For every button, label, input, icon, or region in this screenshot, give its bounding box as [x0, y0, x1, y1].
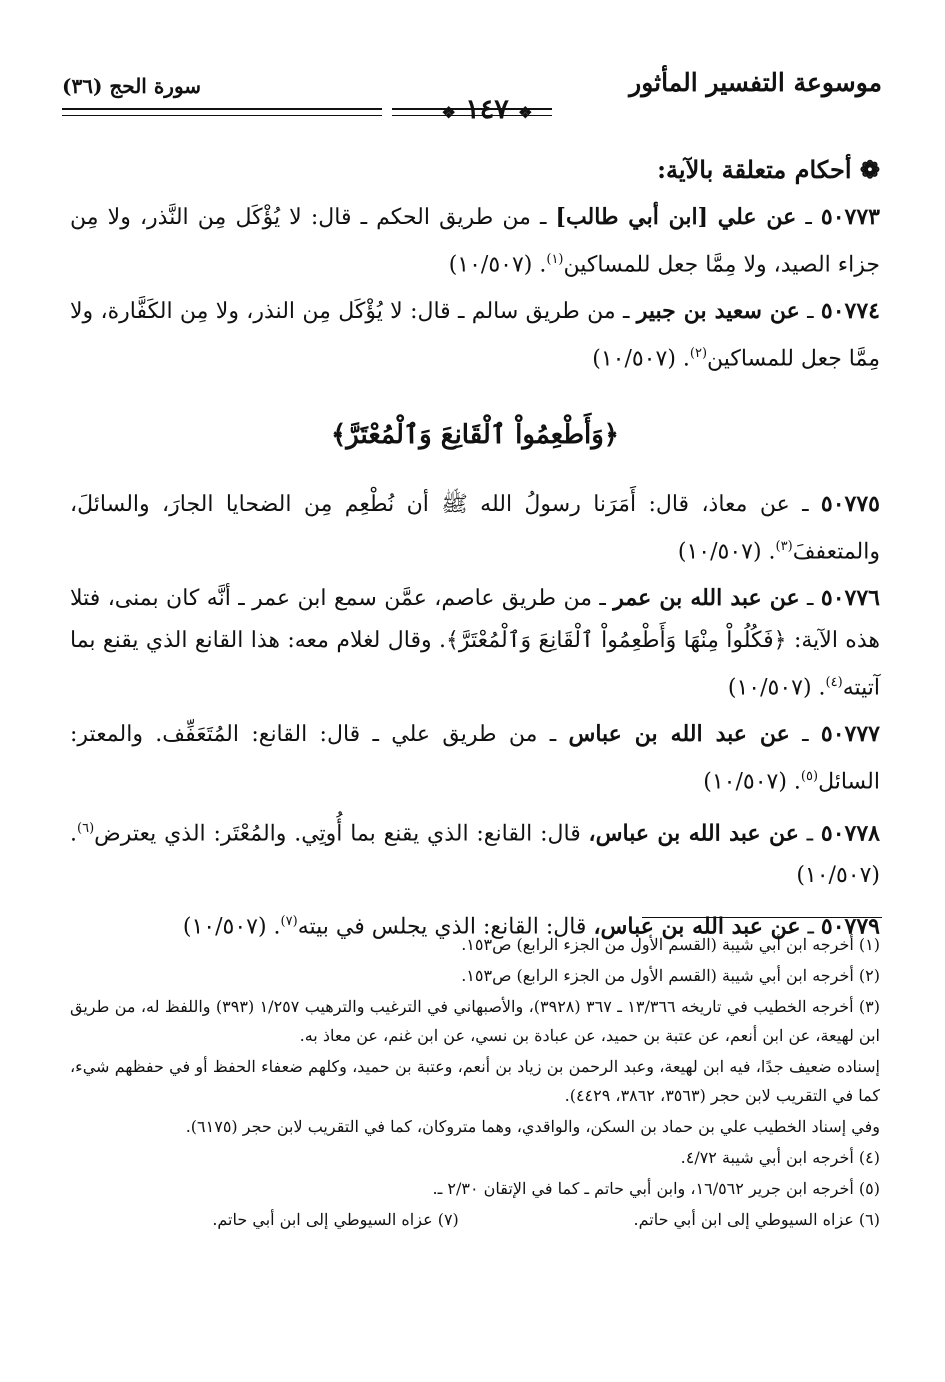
page-body: [70, 150, 880, 952]
ornament-icon: ❖: [518, 103, 533, 122]
footnote: (١) أخرجه ابن أبي شيبة (القسم الأول من الجزء الرابع) ص١٥٣.: [461, 935, 880, 954]
footnote: (٣) أخرجه الخطيب في تاريخه ١٣/٣٦٦ ـ ٣٦٧ (٣٩٢٨)، والأصبهاني في الترغيب والترهيب ١/٢٥٧ (٣٩٣) واللفظ له، من طريق ابن لهيعة، عن ابن أنعم، عن عتبة بن حميد، عن عبادة بن نسي، عن ابن غنم، عن معاذ به.: [70, 997, 881, 1045]
footnote: إسناده ضعيف جدًا، فيه ابن لهيعة، وعبد الرحمن بن زياد بن أنعم، وعتبة بن حميد، وكلهم ضعفاء الحفظ أو في حفظهم شيء، كما في التقريب لابن حجر (٣٥٦٣، ٣٨٦٢، ٤٤٢٩).: [70, 1057, 880, 1105]
narration-text: عن معاذ، قال: أَمَرَنا رسولُ الله ﷺ أن نُطْعِم مِن الضحايا الجارَ، والسائلَ، والمتعففَ: [70, 491, 880, 564]
header-rule-left: [62, 108, 382, 116]
section-title: [70, 150, 880, 190]
narration-number: ٥٠٧٧٦: [820, 584, 880, 611]
section-title-text: أحكام متعلقة بالآية:: [657, 155, 852, 184]
footnote: (٥) أخرجه ابن جرير ١٦/٥٦٢، وابن أبي حاتم ـ كما في الإتقان ٢/٣٠ ـ.: [432, 1179, 880, 1198]
narration-text: قال: القانع: الذي يقنع بما أُوتِي. والمُعْتَر: الذي يعترض: [94, 820, 589, 846]
narration-number: ٥٠٧٧٨: [820, 819, 880, 846]
footnote: (٤) أخرجه ابن أبي شيبة ٤/٧٢.: [680, 1148, 880, 1167]
narrator-name: عن سعيد بن جبير: [636, 298, 800, 325]
paragraph-group-2: [70, 483, 880, 949]
narration-paragraph: ٥٠٧٧٩ ـ عن عبد الله بن عباس، قال: القانع: الذي يجلس في بيته$^{(٧)}$. (١٠/٥٠٧): [182, 913, 880, 940]
narration-text: ـ من طريق عاصم، عمَّن سمع ابن عمر ـ أنَّه كان بمنى، فتلا هذه الآية: ﴿فَكُلُواْ مِنْهَا وَأَطْعِمُواْ ٱلْقَانِعَ وَٱلْمُعْتَرَّ﴾. وقال لغلام معه: هذا القانع الذي يقنع بما آتيته: [70, 585, 880, 701]
narrator-name: عن علي [ابن أبي طالب]: [555, 204, 797, 230]
source-ref: . (١٠/٥٠٧): [182, 914, 281, 940]
narrator-name: عن عبد الله بن عباس،: [588, 819, 799, 846]
footnote-ref: (١): [546, 252, 564, 267]
footnotes: [70, 930, 880, 1234]
narrator-name: عن عبد الله بن عباس: [568, 721, 790, 748]
footnote-rule: [642, 917, 882, 918]
narrator-name: عن عبد الله بن عمر: [613, 584, 800, 611]
source-ref: . (١٠/٥٠٧): [70, 820, 880, 888]
page-number: ١٤٧: [465, 94, 509, 125]
book-title: موسوعة التفسير المأثور: [629, 68, 882, 97]
footnote-ref: (٤): [825, 674, 843, 690]
flower-icon: ❁: [859, 155, 880, 184]
narration-number: ٥٠٧٧٧: [820, 721, 880, 748]
narration-text: ـ من طريق علي ـ قال: القانع: المُتَعَفِّف. والمعتر: السائل: [70, 722, 880, 795]
surah-label: سورة الحج (٣٦): [62, 74, 202, 98]
footnote-ref: (٦): [77, 820, 95, 836]
paragraph-group-1: [70, 196, 880, 381]
narration-paragraph: ٥٠٧٧٤ ـ عن سعيد بن جبير ـ من طريق سالم ـ قال: لا يُؤْكَل مِن النذر، ولا مِن الكَفَّارة، ولا مِمَّا جعل للمساكين$^{(٢)}$. (١٠/٥٠٧): [70, 298, 880, 372]
verse-heading: ﴿وَأَطْعِمُواْ ٱلْقَانِعَ وَٱلْمُعْتَرَّ﴾: [330, 419, 620, 450]
narration-number: ٥٠٧٧٤: [820, 298, 880, 325]
page-header: [62, 68, 882, 128]
footnote-ref: (٧): [280, 913, 298, 929]
footnote-ref: (٣): [775, 538, 793, 554]
page-number-block: [422, 94, 552, 125]
footnote-7: (٧) عزاه السيوطي إلى ابن أبي حاتم.: [212, 1210, 459, 1229]
footnote-row-last: [70, 1205, 880, 1234]
footnote-ref: (٢): [689, 346, 708, 362]
source-ref: . (١٠/٥٠٧): [727, 675, 826, 701]
narration-number: ٥٠٧٧٩: [820, 913, 880, 940]
narration-paragraph: ٥٠٧٧٦ ـ عن عبد الله بن عمر ـ من طريق عاصم، عمَّن سمع ابن عمر ـ أنَّه كان بمنى، فتلا هذه الآية: ﴿فَكُلُواْ مِنْهَا وَأَطْعِمُواْ ٱلْقَانِعَ وَٱلْمُعْتَرَّ﴾. وقال لغلام معه: هذا القانع الذي يقنع بما آتيته$^{(٤)}$. (١٠/٥٠٧): [70, 584, 880, 701]
footnote-6: (٦) عزاه السيوطي إلى ابن أبي حاتم.: [633, 1210, 880, 1229]
narration-paragraph: ٥٠٧٧٧ ـ عن عبد الله بن عباس ـ من طريق علي ـ قال: القانع: المُتَعَفِّف. والمعتر: السائل$^{(٥)}$. (١٠/٥٠٧): [70, 721, 880, 795]
source-ref: . (١٠/٥٠٧): [703, 769, 801, 795]
narration-text: قال: القانع: الذي يجلس في بيته: [297, 914, 594, 940]
footnote-list: [70, 930, 880, 1203]
footnote-ref: (٥): [800, 769, 819, 785]
footnote: (٢) أخرجه ابن أبي شيبة (القسم الأول من الجزء الرابع) ص١٥٣.: [461, 966, 880, 985]
narration-paragraph: ٥٠٧٧٣ ـ عن علي [ابن أبي طالب] ـ من طريق الحكم ـ قال: لا يُؤْكَل مِن النَّذر، ولا مِن جزاء الصيد، ولا مِمَّا جعل للمساكين$^{(١)}$. (١٠/٥٠٧): [70, 204, 880, 278]
narration-text: ـ من طريق الحكم ـ قال: لا يُؤْكَل مِن النَّذر، ولا مِن جزاء الصيد، ولا مِمَّا جعل للمساكين: [70, 205, 880, 278]
narration-paragraph: ٥٠٧٧٥ ـ عن معاذ، قال: أَمَرَنا رسولُ الله ﷺ أن نُطْعِم مِن الضحايا الجارَ، والسائلَ، والمتعففَ$^{(٣)}$. (١٠/٥٠٧): [70, 490, 880, 564]
source-ref: . (١٠/٥٠٧): [592, 346, 690, 372]
footnote: وفي إسناد الخطيب علي بن حماد بن السكن، والواقدي، وهما متروكان، كما في التقريب لابن حجر (٦١٧٥).: [185, 1117, 880, 1136]
source-ref: . (١٠/٥٠٧): [448, 252, 547, 278]
narrator-name: عن عبد الله بن عباس،: [593, 913, 801, 940]
narration-text: ـ من طريق سالم ـ قال: لا يُؤْكَل مِن النذر، ولا مِن الكَفَّارة، ولا مِمَّا جعل للمساكين: [70, 299, 880, 372]
narration-number: ٥٠٧٧٣: [820, 204, 880, 230]
narration-paragraph: ٥٠٧٧٨ ـ عن عبد الله بن عباس، قال: القانع: الذي يقنع بما أُوتِي. والمُعْتَر: الذي يعترض$^{(٦)}$. (١٠/٥٠٧): [70, 819, 880, 888]
narration-number: ٥٠٧٧٥: [820, 490, 880, 517]
ornament-icon: ❖: [441, 103, 456, 122]
source-ref: . (١٠/٥٠٧): [677, 538, 776, 564]
